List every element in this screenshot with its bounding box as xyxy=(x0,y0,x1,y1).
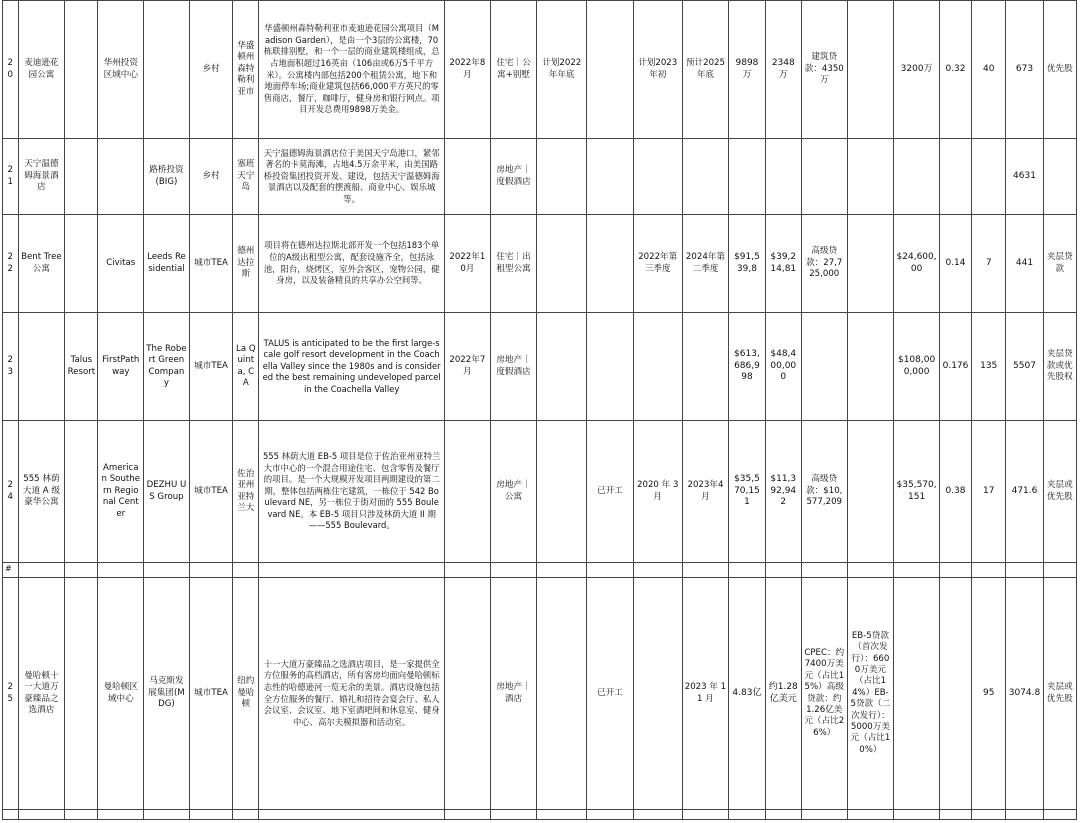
spacer-cell xyxy=(144,563,190,578)
empty-cell xyxy=(587,810,634,820)
empty-cell xyxy=(490,810,537,820)
empty-cell xyxy=(3,810,19,820)
investment-structure-cell: 夹层贷款 xyxy=(1043,215,1076,313)
row-number-cell: 25 xyxy=(3,578,19,810)
amount-cell: $108,000,000 xyxy=(894,313,940,421)
investor-count-cell: 7 xyxy=(972,215,1006,313)
eb5-amount-cell: 约1.28亿美元 xyxy=(765,578,801,810)
date-cell xyxy=(445,139,491,215)
developer-cell xyxy=(144,1,190,139)
empty-cell xyxy=(633,810,682,820)
total-investment-cell: $35,570,151 xyxy=(729,421,765,563)
project-name-cell xyxy=(18,313,65,421)
project-type-cell: 住宅｜公寓+别墅 xyxy=(490,1,537,139)
project-name-cell: 555 林荫大道 A 级豪华公寓 xyxy=(18,421,65,563)
investor-count-cell: 135 xyxy=(972,313,1006,421)
spacer-cell xyxy=(972,563,1006,578)
finish-date-cell xyxy=(682,139,729,215)
status-cell xyxy=(587,1,634,139)
amount-cell: 3200万 xyxy=(894,1,940,139)
location-cell: 佐治亚州亚特兰大 xyxy=(233,421,259,563)
eb5-loan-detail-cell xyxy=(847,313,894,421)
regional-center-cell: Civitas xyxy=(98,215,144,313)
other-funding-cell: 高级贷款：27,725,000 xyxy=(801,215,847,313)
date-cell: 2022年7月 xyxy=(445,313,491,421)
status-cell xyxy=(587,139,634,215)
other-funding-cell xyxy=(801,139,847,215)
spacer-cell xyxy=(259,563,445,578)
finish-date-cell: 2024年第二季度 xyxy=(682,215,729,313)
description-cell: 天宁温德姆海景酒店位于美国天宁岛港口，紧邻著名的卡莫海滩，占地4.5万余平米，由美国路桥投资集团投资开发、建设，包括天宁温德姆海景酒店以及配套的摆渡船、商业中心、娱乐城等。 xyxy=(259,139,445,215)
table-row xyxy=(3,578,1077,810)
spacer-cell xyxy=(729,563,765,578)
start-date-cell xyxy=(633,313,682,421)
start-date-cell: 2022年第三季度 xyxy=(633,215,682,313)
ratio-cell: 0.14 xyxy=(939,215,971,313)
location-cell: 塞班天宁岛 xyxy=(233,139,259,215)
eb5-amount-cell: $11,392,942 xyxy=(765,421,801,563)
jobs-cell: 673 xyxy=(1006,1,1043,139)
total-investment-cell: $613,686,998 xyxy=(729,313,765,421)
eb5-amount-cell: $48,400,000 xyxy=(765,313,801,421)
table-row-partial xyxy=(3,810,1077,820)
investment-structure-cell: 夹层或优先股 xyxy=(1043,421,1076,563)
empty-cell xyxy=(939,810,971,820)
empty-cell xyxy=(18,810,65,820)
finish-date-cell: 2023年4月 xyxy=(682,421,729,563)
investor-count-cell: 95 xyxy=(972,578,1006,810)
other-funding-cell: 建筑贷款：4350万 xyxy=(801,1,847,139)
empty-cell xyxy=(233,810,259,820)
start-date-cell: 2020 年 3 月 xyxy=(633,421,682,563)
spacer-cell xyxy=(633,563,682,578)
spacer-cell xyxy=(894,563,940,578)
spacer-cell xyxy=(1043,563,1076,578)
spacer-cell xyxy=(98,563,144,578)
spacer-cell xyxy=(233,563,259,578)
investor-count-cell: 17 xyxy=(972,421,1006,563)
investment-structure-cell: 优先股 xyxy=(1043,1,1076,139)
regional-center-cell: 华州投资区域中心 xyxy=(98,1,144,139)
spacer-cell xyxy=(587,563,634,578)
date-cell xyxy=(445,421,491,563)
project-type-cell: 房地产｜公寓 xyxy=(490,421,537,563)
spacer-cell xyxy=(847,563,894,578)
eb5-amount-cell: 2348万 xyxy=(765,1,801,139)
spacer-cell xyxy=(189,563,233,578)
i526-plan-cell xyxy=(537,215,587,313)
table-row xyxy=(3,139,1077,215)
row-number-cell: 24 xyxy=(3,421,19,563)
amount-cell: $35,570,151 xyxy=(894,421,940,563)
project-type-cell: 房地产｜度假酒店 xyxy=(490,139,537,215)
empty-cell xyxy=(972,810,1006,820)
start-date-cell xyxy=(633,139,682,215)
jobs-cell: 3074.8 xyxy=(1006,578,1043,810)
ratio-cell: 0.176 xyxy=(939,313,971,421)
empty-cell xyxy=(189,810,233,820)
company-cell xyxy=(65,421,98,563)
description-cell: 十一大道万豪臻品之选酒店项目，是一家提供全方位服务的高档酒店，所有客房均面向曼哈顿标志性的哈德逊河一览无余的美景。酒店设施包括全方位服务的餐厅、婚礼和招待会宴会厅、私人会议室、会议室、地下室酒吧间和休息室、健身中心、高尔夫模拟器和活动室。 xyxy=(259,578,445,810)
total-investment-cell xyxy=(729,139,765,215)
status-cell xyxy=(587,313,634,421)
spacer-hash-cell: # xyxy=(3,563,19,578)
developer-cell: The Robert Green Company xyxy=(144,313,190,421)
location-cell: 华盛顿州森特勒利亚市 xyxy=(233,1,259,139)
eb5-loan-detail-cell xyxy=(847,1,894,139)
developer-cell: 马克斯发展集团(MDG) xyxy=(144,578,190,810)
table-row xyxy=(3,1,1077,139)
start-date-cell xyxy=(633,578,682,810)
investment-structure-cell xyxy=(1043,139,1076,215)
area-type-cell: 城市TEA xyxy=(189,421,233,563)
empty-cell xyxy=(682,810,729,820)
project-type-cell: 房地产｜酒店 xyxy=(490,578,537,810)
empty-cell xyxy=(1006,810,1043,820)
status-cell: 已开工 xyxy=(587,421,634,563)
empty-cell xyxy=(801,810,847,820)
other-funding-cell xyxy=(801,313,847,421)
empty-cell xyxy=(729,810,765,820)
total-investment-cell: 9898万 xyxy=(729,1,765,139)
investment-structure-cell: 夹层或优先股 xyxy=(1043,578,1076,810)
i526-plan-cell xyxy=(537,578,587,810)
developer-cell: DEZHU US Group xyxy=(144,421,190,563)
regional-center-cell: 曼哈顿区域中心 xyxy=(98,578,144,810)
date-cell: 2022年10月 xyxy=(445,215,491,313)
regional-center-cell xyxy=(98,139,144,215)
eb5-loan-detail-cell xyxy=(847,139,894,215)
project-name-cell: 天宁温德姆海景酒店 xyxy=(18,139,65,215)
finish-date-cell xyxy=(682,313,729,421)
row-number-cell: 22 xyxy=(3,215,19,313)
finish-date-cell: 2023 年 11 月 xyxy=(682,578,729,810)
location-cell: La Quinta, CA xyxy=(233,313,259,421)
row-number-cell: 23 xyxy=(3,313,19,421)
area-type-cell: 乡村 xyxy=(189,1,233,139)
spacer-cell xyxy=(65,563,98,578)
ratio-cell: 0.32 xyxy=(939,1,971,139)
status-cell xyxy=(587,215,634,313)
empty-cell xyxy=(537,810,587,820)
date-cell: 2022年8月 xyxy=(445,1,491,139)
ratio-cell xyxy=(939,578,971,810)
amount-cell: $24,600,00 xyxy=(894,215,940,313)
other-funding-cell: 高级贷款：$10,577,209 xyxy=(801,421,847,563)
investor-count-cell xyxy=(972,139,1006,215)
spacer-cell xyxy=(801,563,847,578)
jobs-cell: 471.6 xyxy=(1006,421,1043,563)
company-cell: Talus Resort xyxy=(65,313,98,421)
finish-date-cell: 预计2025年底 xyxy=(682,1,729,139)
company-cell xyxy=(65,139,98,215)
eb5-loan-detail-cell: EB-5贷款（首次发行）：6600万美元（占比14%）EB-5贷款（二次发行）：5000万美元（占比10%） xyxy=(847,578,894,810)
area-type-cell: 乡村 xyxy=(189,139,233,215)
area-type-cell: 城市TEA xyxy=(189,313,233,421)
other-funding-cell: CPEC：约7400万美元（占比15%）高级贷款：约1.26亿美元（占比26%） xyxy=(801,578,847,810)
developer-cell: Leeds Residential xyxy=(144,215,190,313)
developer-cell: 路桥投资(BIG) xyxy=(144,139,190,215)
spacer-cell xyxy=(682,563,729,578)
date-cell xyxy=(445,578,491,810)
empty-cell xyxy=(144,810,190,820)
project-table xyxy=(2,0,1077,820)
regional-center-cell: FirstPathway xyxy=(98,313,144,421)
description-cell: 华盛顿州森特勒利亚市麦迪逊花园公寓项目（Madison Garden），是由一个3层的公寓楼，70栋联排别墅，和一个一层的商业建筑楼组成，总占地面积超过16英亩（106亩或6万5千平方米）。公寓楼内部包括200个租赁公寓，地下和地面停车场;商业建筑包括66,000平方英尺的零售商店，餐厅，咖啡厅，健身房和银行网点。项目开发总费用9898万美金。 xyxy=(259,1,445,139)
eb5-amount-cell xyxy=(765,139,801,215)
table-body xyxy=(3,1,1077,820)
jobs-cell: 5507 xyxy=(1006,313,1043,421)
table-row xyxy=(3,313,1077,421)
eb5-loan-detail-cell xyxy=(847,215,894,313)
spacer-cell xyxy=(490,563,537,578)
area-type-cell: 城市TEA xyxy=(189,215,233,313)
table-row xyxy=(3,215,1077,313)
project-name-cell: Bent Tree公寓 xyxy=(18,215,65,313)
row-number-cell: 21 xyxy=(3,139,19,215)
company-cell xyxy=(65,1,98,139)
i526-plan-cell xyxy=(537,421,587,563)
description-cell: 555 林荫大道 EB-5 项目是位于佐治亚州亚特兰大市中心的一个混合用途住宅、包含零售及餐厅的项目。是一个大规模开发项目两期建设的第二期，整体包括两栋住宅建筑，一栋位于 542 Boulevard NE，另一栋位于街对面的 555 Boulevard NE。本 EB-5 项目只涉及林荫大道 II 期——555 Boulevard。 xyxy=(259,421,445,563)
location-cell: 德州达拉斯 xyxy=(233,215,259,313)
eb5-amount-cell: $39,214,81 xyxy=(765,215,801,313)
amount-cell xyxy=(894,578,940,810)
project-name-cell: 曼哈顿十一大道万豪臻品之选酒店 xyxy=(18,578,65,810)
empty-cell xyxy=(765,810,801,820)
company-cell xyxy=(65,215,98,313)
i526-plan-cell xyxy=(537,313,587,421)
jobs-cell: 441 xyxy=(1006,215,1043,313)
empty-cell xyxy=(98,810,144,820)
ratio-cell xyxy=(939,139,971,215)
company-cell xyxy=(65,578,98,810)
investor-count-cell: 40 xyxy=(972,1,1006,139)
project-name-cell: 麦迪逊花园公寓 xyxy=(18,1,65,139)
description-cell: TALUS is anticipated to be the first large-scale golf resort development in the Coachella Valley since the 1980s and is considered the best remaining undeveloped parcel in the Coachella Valley xyxy=(259,313,445,421)
amount-cell xyxy=(894,139,940,215)
spacer-cell xyxy=(765,563,801,578)
project-type-cell: 住宅｜出租型公寓 xyxy=(490,215,537,313)
area-type-cell: 城市TEA xyxy=(189,578,233,810)
regional-center-cell: America n Southern Regional Center xyxy=(98,421,144,563)
spacer-cell xyxy=(445,563,491,578)
i526-plan-cell xyxy=(537,139,587,215)
spacer-cell xyxy=(939,563,971,578)
jobs-cell: 4631 xyxy=(1006,139,1043,215)
status-cell: 已开工 xyxy=(587,578,634,810)
total-investment-cell: $91,539,8 xyxy=(729,215,765,313)
total-investment-cell: 4.83亿 xyxy=(729,578,765,810)
location-cell: 纽约曼哈顿 xyxy=(233,578,259,810)
table-row xyxy=(3,421,1077,563)
empty-cell xyxy=(445,810,491,820)
spacer-cell xyxy=(18,563,65,578)
empty-cell xyxy=(894,810,940,820)
description-cell: 项目将在德州达拉斯北部开发一个包括183个单位的A级出租型公寓，配套设施齐全，包括泳池，阳台，烧烤区，室外会客区，宠物公园，健身房，以及装备精良的共享办公空间等。 xyxy=(259,215,445,313)
start-date-cell: 计划2023年初 xyxy=(633,1,682,139)
row-number-cell: 20 xyxy=(3,1,19,139)
ratio-cell: 0.38 xyxy=(939,421,971,563)
empty-cell xyxy=(65,810,98,820)
empty-cell xyxy=(1043,810,1076,820)
spacer-row xyxy=(3,563,1077,578)
empty-cell xyxy=(847,810,894,820)
spacer-cell xyxy=(537,563,587,578)
investment-structure-cell: 夹层贷款或优先股权 xyxy=(1043,313,1076,421)
i526-plan-cell: 计划2022年年底 xyxy=(537,1,587,139)
empty-cell xyxy=(259,810,445,820)
eb5-loan-detail-cell xyxy=(847,421,894,563)
project-type-cell: 房地产｜度假酒店 xyxy=(490,313,537,421)
spacer-cell xyxy=(1006,563,1043,578)
